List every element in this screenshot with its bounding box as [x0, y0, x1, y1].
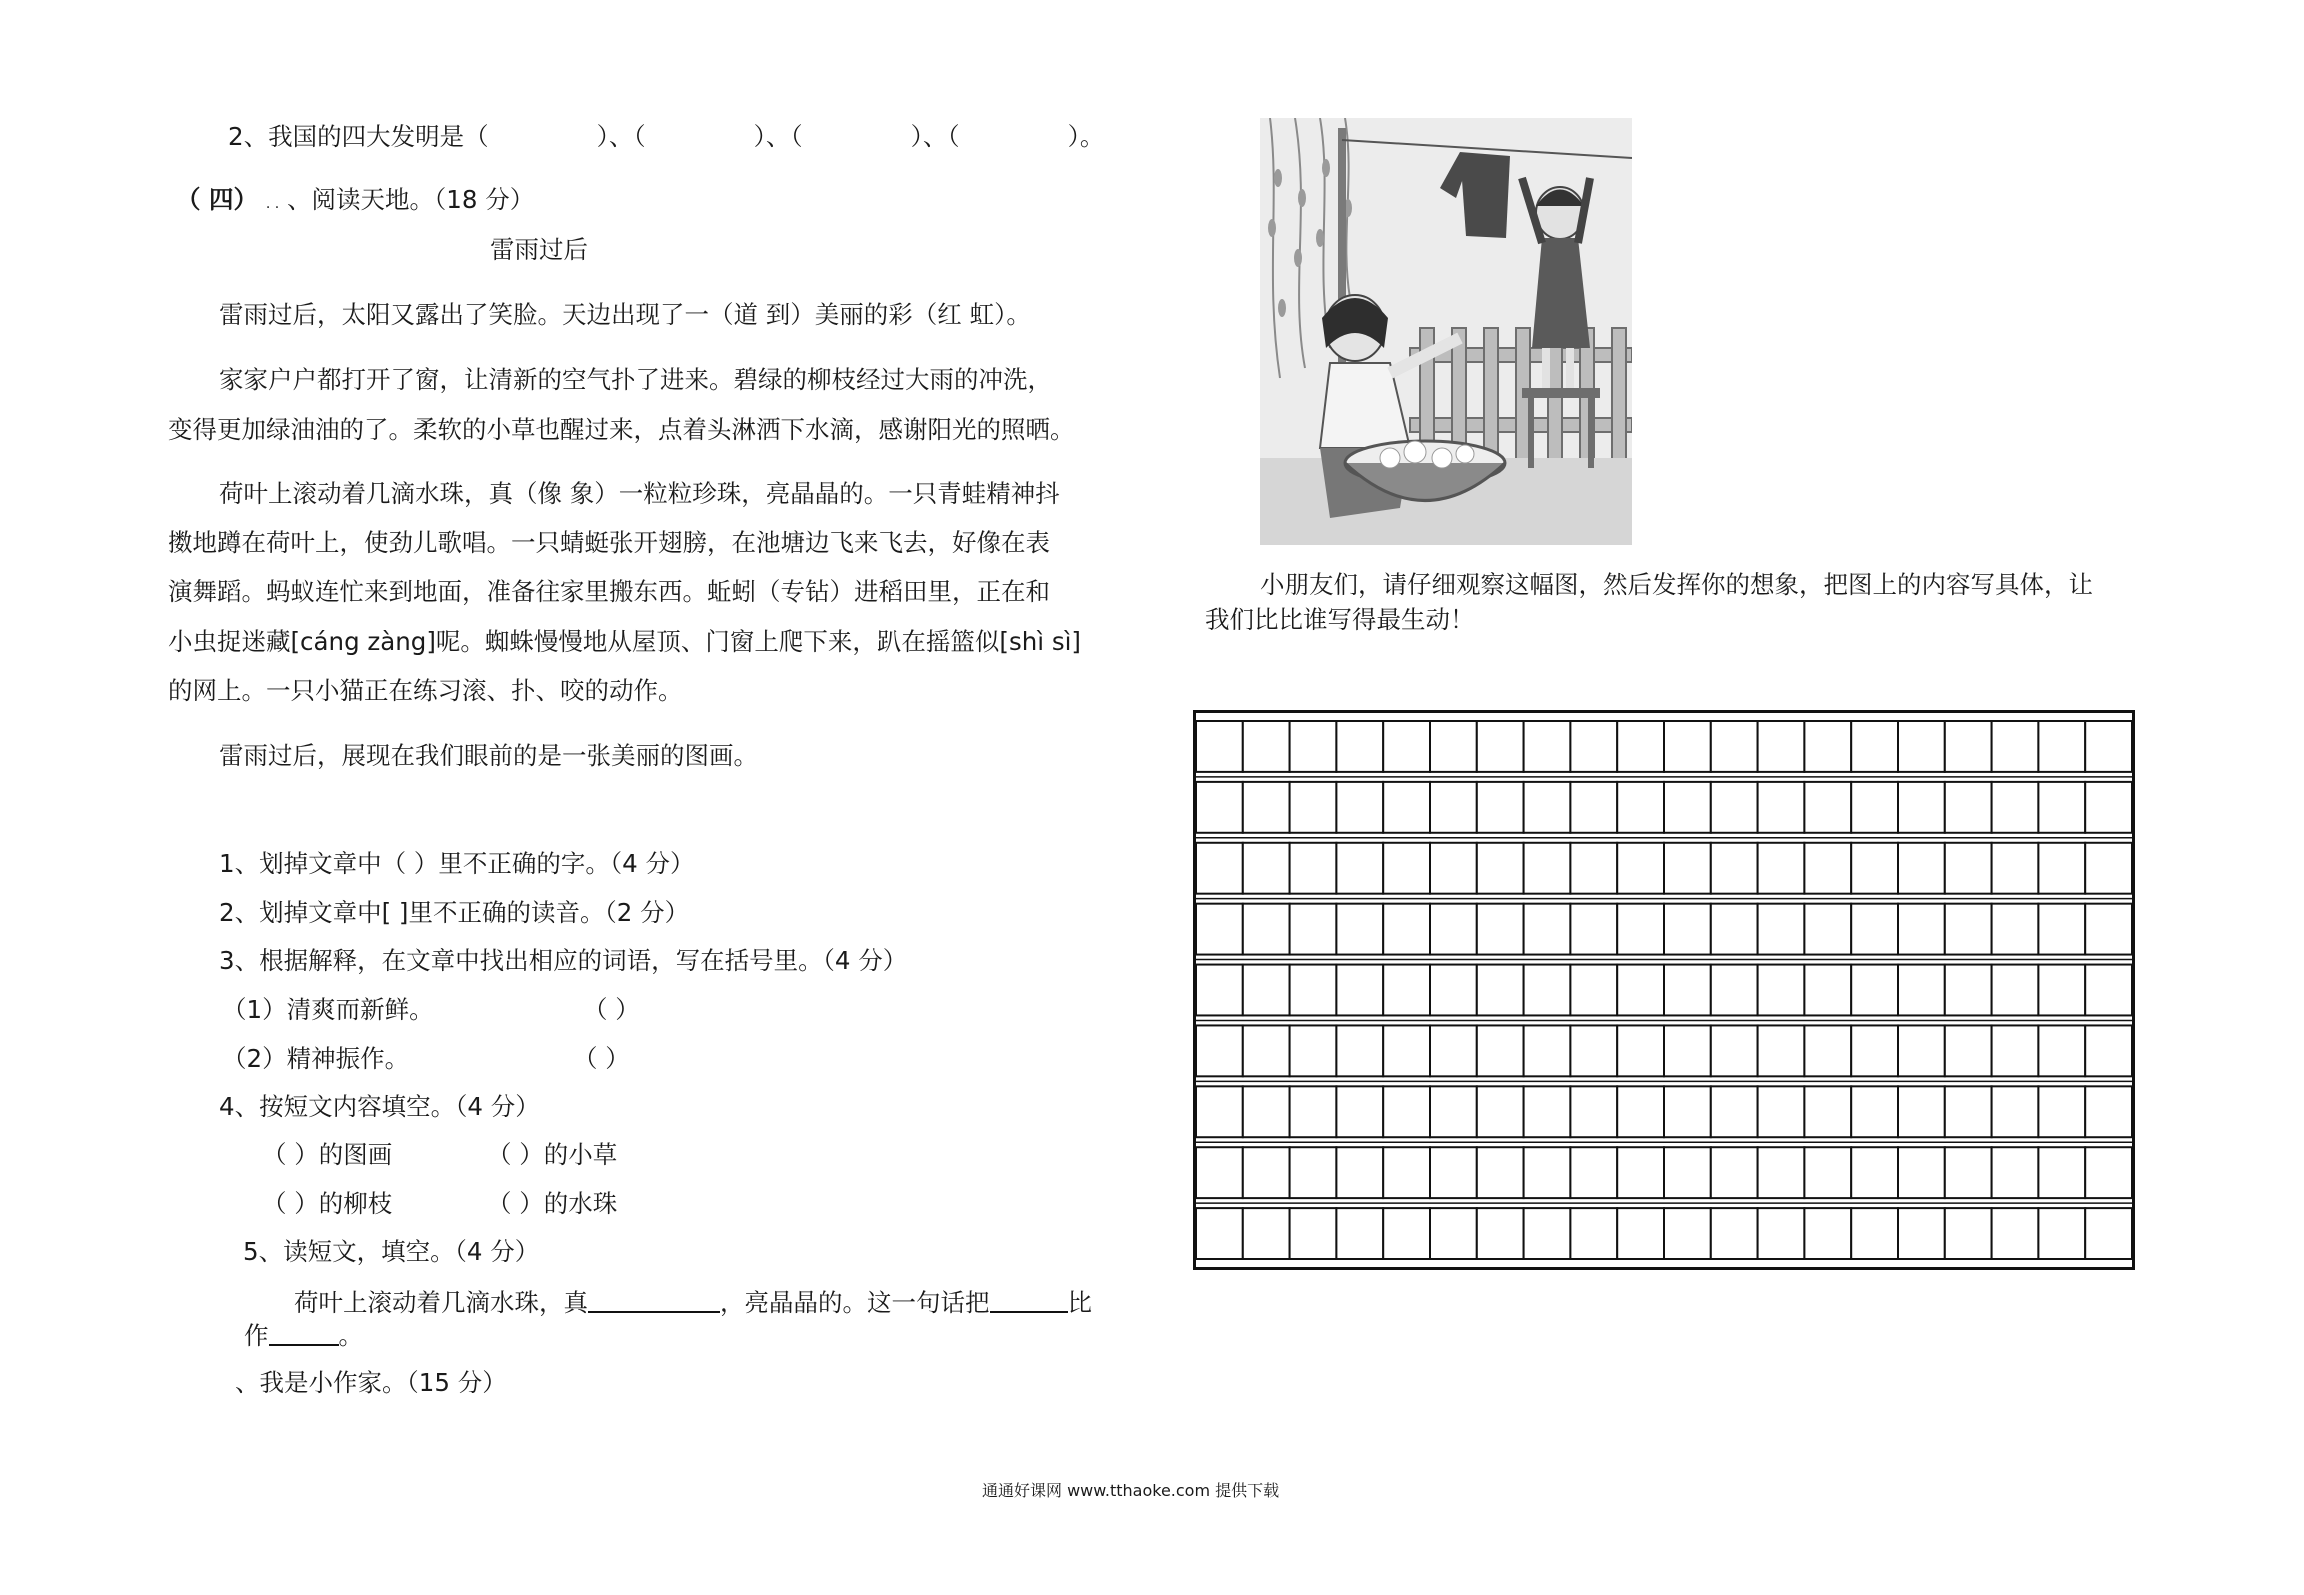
grid-cell[interactable]: [1336, 1208, 1383, 1259]
grid-cell[interactable]: [1992, 843, 2039, 894]
grid-cell[interactable]: [1758, 843, 1805, 894]
grid-cell[interactable]: [1243, 965, 1290, 1016]
grid-cell[interactable]: [2038, 1086, 2085, 1137]
grid-cell[interactable]: [1664, 965, 1711, 1016]
grid-cell[interactable]: [1243, 1147, 1290, 1198]
grid-cell[interactable]: [2085, 965, 2132, 1016]
grid-cell[interactable]: [1196, 1025, 1243, 1076]
grid-cell[interactable]: [1430, 721, 1477, 772]
grid-cell[interactable]: [1477, 843, 1524, 894]
composition-prompt-line-2: 我们比比谁写得最生动！: [1205, 605, 1475, 634]
grid-cell[interactable]: [1851, 904, 1898, 955]
grid-cell[interactable]: [1992, 1208, 2039, 1259]
grid-cell[interactable]: [1570, 904, 1617, 955]
grid-row[interactable]: [1196, 904, 2132, 955]
grid-row[interactable]: [1196, 1025, 2132, 1076]
grid-cell[interactable]: [1336, 904, 1383, 955]
grid-cell[interactable]: [2038, 1025, 2085, 1076]
grid-cell[interactable]: [1477, 1086, 1524, 1137]
grid-cell[interactable]: [1711, 721, 1758, 772]
grid-cell[interactable]: [1617, 782, 1664, 833]
grid-cell[interactable]: [1898, 1147, 1945, 1198]
paragraph-3-line-1: 荷叶上滚动着几滴水珠，真（像 象）一粒粒珍珠，亮晶晶的。一只青蛙精神抖: [219, 479, 1060, 508]
question-3: 3、根据解释，在文章中找出相应的词语，写在括号里。（4 分）: [219, 946, 908, 975]
grid-cell[interactable]: [1570, 843, 1617, 894]
grid-cell[interactable]: [1477, 1147, 1524, 1198]
grid-cell[interactable]: [1524, 904, 1571, 955]
grid-cell[interactable]: [1664, 721, 1711, 772]
grid-cell[interactable]: [2038, 1208, 2085, 1259]
grid-cell[interactable]: [1336, 965, 1383, 1016]
grid-cell[interactable]: [1617, 965, 1664, 1016]
grid-cell[interactable]: [1196, 1208, 1243, 1259]
grid-cell[interactable]: [1336, 782, 1383, 833]
section-heading: [176, 183, 534, 221]
grid-cell[interactable]: [2085, 904, 2132, 955]
grid-cell[interactable]: [1243, 1208, 1290, 1259]
grid-cell[interactable]: [1804, 843, 1851, 894]
question-5: 5、读短文，填空。（4 分）: [243, 1237, 540, 1266]
grid-cell[interactable]: [1243, 904, 1290, 955]
grid-cell[interactable]: [1570, 1208, 1617, 1259]
grid-cell[interactable]: [1336, 1086, 1383, 1137]
grid-cell[interactable]: [1383, 1208, 1430, 1259]
grid-cell[interactable]: [1992, 1147, 2039, 1198]
grid-cell[interactable]: [1290, 904, 1337, 955]
paragraph-2-line-1: 家家户户都打开了窗，让清新的空气扑了进来。碧绿的柳枝经过大雨的冲洗，: [219, 365, 1052, 394]
paragraph-4: 雷雨过后，展现在我们眼前的是一张美丽的图画。: [219, 741, 758, 770]
grid-cell[interactable]: [1898, 1025, 1945, 1076]
grid-cell[interactable]: [1570, 1086, 1617, 1137]
grid-cell[interactable]: [1430, 1025, 1477, 1076]
grid-cell[interactable]: [1383, 782, 1430, 833]
grid-row[interactable]: [1196, 1208, 2132, 1259]
grid-cell[interactable]: [1524, 965, 1571, 1016]
grid-cell[interactable]: [2038, 721, 2085, 772]
grid-row[interactable]: [1196, 782, 2132, 833]
grid-cell[interactable]: [1524, 843, 1571, 894]
paragraph-3-line-5: 的网上。一只小猫正在练习滚、扑、咬的动作。: [168, 676, 683, 705]
grid-cell[interactable]: [2038, 782, 2085, 833]
grid-cell[interactable]: [1477, 782, 1524, 833]
grid-cell[interactable]: [1617, 1025, 1664, 1076]
grid-cell[interactable]: [1758, 1208, 1805, 1259]
grid-cell[interactable]: [1851, 965, 1898, 1016]
question-4-blank-a[interactable]: （ ）的图画: [262, 1140, 393, 1169]
grid-cell[interactable]: [1290, 843, 1337, 894]
grid-cell[interactable]: [1758, 904, 1805, 955]
grid-cell[interactable]: [1945, 843, 1992, 894]
grid-cell[interactable]: [1243, 1025, 1290, 1076]
grid-cell[interactable]: [1992, 782, 2039, 833]
grid-cell[interactable]: [1711, 782, 1758, 833]
grid-cell[interactable]: [2085, 721, 2132, 772]
grid-row[interactable]: [1196, 1086, 2132, 1137]
grid-cell[interactable]: [1383, 1147, 1430, 1198]
grid-cell[interactable]: [1524, 1025, 1571, 1076]
grid-cell[interactable]: [1430, 1208, 1477, 1259]
grid-cell[interactable]: [1570, 1147, 1617, 1198]
section-dots: . .: [265, 196, 280, 212]
grid-cell[interactable]: [1758, 1025, 1805, 1076]
paragraph-3-line-4: 小虫捉迷藏[cáng zàng]呢。蜘蛛慢慢地从屋顶、门窗上爬下来，趴在摇篮似[shì sì]: [168, 627, 1081, 656]
grid-cell[interactable]: [1851, 721, 1898, 772]
grid-cell[interactable]: [2038, 904, 2085, 955]
grid-cell[interactable]: [1383, 721, 1430, 772]
grid-cell[interactable]: [1945, 965, 1992, 1016]
composition-prompt-line-1: 小朋友们，请仔细观察这幅图，然后发挥你的想象，把图上的内容写具体，让: [1260, 570, 2093, 599]
grid-cell[interactable]: [1524, 1208, 1571, 1259]
grid-cell[interactable]: [1804, 1025, 1851, 1076]
grid-cell[interactable]: [1664, 782, 1711, 833]
grid-cell[interactable]: [1758, 1147, 1805, 1198]
grid-cell[interactable]: [1851, 782, 1898, 833]
grid-cell[interactable]: [1477, 721, 1524, 772]
grid-cell[interactable]: [1290, 1208, 1337, 1259]
grid-cell[interactable]: [1711, 1025, 1758, 1076]
grid-cell[interactable]: [1898, 721, 1945, 772]
grid-cell[interactable]: [1383, 965, 1430, 1016]
grid-cell[interactable]: [1804, 904, 1851, 955]
grid-cell[interactable]: [1524, 1147, 1571, 1198]
grid-cell[interactable]: [1664, 1147, 1711, 1198]
grid-cell[interactable]: [1196, 965, 1243, 1016]
grid-cell[interactable]: [1243, 843, 1290, 894]
grid-row[interactable]: [1196, 965, 2132, 1016]
grid-cell[interactable]: [1290, 721, 1337, 772]
grid-cell[interactable]: [1711, 904, 1758, 955]
grid-cell[interactable]: [1336, 1147, 1383, 1198]
illustration-image: [1260, 118, 1632, 545]
grid-cell[interactable]: [1243, 782, 1290, 833]
section-title: 、阅读天地。（18 分）: [286, 185, 535, 214]
grid-cell[interactable]: [2085, 782, 2132, 833]
grid-cell[interactable]: [1617, 1086, 1664, 1137]
grid-cell[interactable]: [2085, 1086, 2132, 1137]
grid-cell[interactable]: [1196, 904, 1243, 955]
grid-cell[interactable]: [2085, 1208, 2132, 1259]
grid-cell[interactable]: [1711, 965, 1758, 1016]
grid-cell[interactable]: [1570, 721, 1617, 772]
grid-cell[interactable]: [1570, 1025, 1617, 1076]
grid-cell[interactable]: [1290, 1025, 1337, 1076]
grid-cell[interactable]: [1477, 1025, 1524, 1076]
grid-cell[interactable]: [1570, 965, 1617, 1016]
grid-cell[interactable]: [1617, 843, 1664, 894]
grid-cell[interactable]: [1664, 904, 1711, 955]
grid-cell[interactable]: [1383, 1086, 1430, 1137]
grid-cell[interactable]: [1383, 904, 1430, 955]
grid-cell[interactable]: [1898, 904, 1945, 955]
question-3-item-2-answer[interactable]: （ ）: [573, 1044, 630, 1073]
grid-cell[interactable]: [1664, 1025, 1711, 1076]
grid-cell[interactable]: [1992, 721, 2039, 772]
grid-cell[interactable]: [1945, 1208, 1992, 1259]
grid-cell[interactable]: [1243, 721, 1290, 772]
grid-cell[interactable]: [1804, 721, 1851, 772]
question-6-composition: 、我是小作家。（15 分）: [235, 1368, 507, 1397]
grid-cell[interactable]: [1664, 843, 1711, 894]
question-four-inventions: 2、我国的四大发明是（ ）、（ ）、（ ）、（ ）。: [228, 122, 1105, 151]
grid-cell[interactable]: [1945, 1147, 1992, 1198]
grid-cell[interactable]: [1758, 1086, 1805, 1137]
grid-cell[interactable]: [1945, 782, 1992, 833]
grid-cell[interactable]: [1477, 1208, 1524, 1259]
grid-cell[interactable]: [1383, 1025, 1430, 1076]
footer-source: 通通好课网 www.tthaoke.com 提供下载: [982, 1481, 1280, 1500]
grid-cell[interactable]: [2038, 965, 2085, 1016]
grid-cell[interactable]: [1898, 1208, 1945, 1259]
grid-cell[interactable]: [1851, 843, 1898, 894]
question-4-blank-d[interactable]: （ ）的水珠: [487, 1189, 618, 1218]
grid-cell[interactable]: [1617, 1208, 1664, 1259]
grid-cell[interactable]: [1196, 843, 1243, 894]
paragraph-3-line-3: 演舞蹈。蚂蚁连忙来到地面，准备往家里搬东西。蚯蚓（专钻）进稻田里，正在和: [168, 577, 1050, 606]
grid-cell[interactable]: [1804, 1208, 1851, 1259]
paragraph-1: 雷雨过后，太阳又露出了笑脸。天边出现了一（道 到）美丽的彩（红 虹）。: [219, 300, 1031, 329]
grid-cell[interactable]: [1243, 1086, 1290, 1137]
grid-cell[interactable]: [1290, 782, 1337, 833]
grid-cell[interactable]: [1430, 1147, 1477, 1198]
grid-cell[interactable]: [1758, 782, 1805, 833]
grid-cell[interactable]: [1898, 965, 1945, 1016]
question-3-item-1-answer[interactable]: （ ）: [583, 995, 640, 1024]
grid-cell[interactable]: [2085, 843, 2132, 894]
grid-cell[interactable]: [1477, 965, 1524, 1016]
grid-cell[interactable]: [1336, 1025, 1383, 1076]
grid-cell[interactable]: [1804, 1147, 1851, 1198]
grid-row[interactable]: [1196, 721, 2132, 772]
grid-cell[interactable]: [1664, 1086, 1711, 1137]
grid-cell[interactable]: [1290, 1147, 1337, 1198]
grid-cell[interactable]: [1430, 965, 1477, 1016]
grid-cell[interactable]: [1945, 721, 1992, 772]
grid-cell[interactable]: [1617, 904, 1664, 955]
grid-cell[interactable]: [1430, 1086, 1477, 1137]
grid-cell[interactable]: [2085, 1147, 2132, 1198]
grid-cell[interactable]: [1898, 843, 1945, 894]
grid-cell[interactable]: [1524, 782, 1571, 833]
question-4-blank-b[interactable]: （ ）的小草: [487, 1140, 618, 1169]
grid-cell[interactable]: [1711, 843, 1758, 894]
question-4-blank-c[interactable]: （ ）的柳枝: [262, 1189, 393, 1218]
question-2: 2、划掉文章中[ ]里不正确的读音。（2 分）: [219, 898, 690, 927]
question-5-sentence: 荷叶上滚动着几滴水珠，真 ，亮晶晶的。这一句话把 比: [294, 1285, 1092, 1320]
grid-cell[interactable]: [1524, 721, 1571, 772]
section-number: （ 四）: [176, 185, 259, 214]
grid-cell[interactable]: [1430, 843, 1477, 894]
grid-cell[interactable]: [1851, 1025, 1898, 1076]
grid-cell[interactable]: [1804, 782, 1851, 833]
grid-cell[interactable]: [1524, 1086, 1571, 1137]
grid-cell[interactable]: [1383, 843, 1430, 894]
fill-blank-3[interactable]: [269, 1318, 339, 1346]
question-5-sentence-cont: 作 。: [244, 1318, 363, 1353]
paragraph-3-line-2: 擞地蹲在荷叶上，使劲儿歌唱。一只蜻蜓张开翅膀，在池塘边飞来飞去，好像在表: [168, 528, 1050, 557]
grid-cell[interactable]: [1196, 1147, 1243, 1198]
fill-blank-2[interactable]: [990, 1285, 1068, 1313]
grid-cell[interactable]: [1617, 721, 1664, 772]
grid-cell[interactable]: [1196, 1086, 1243, 1137]
fill-blank-1[interactable]: [588, 1285, 720, 1313]
question-3-item-2: （2）精神振作。: [222, 1044, 410, 1073]
grid-cell[interactable]: [1711, 1086, 1758, 1137]
grid-cell[interactable]: [2085, 1025, 2132, 1076]
grid-cell[interactable]: [1992, 965, 2039, 1016]
grid-cell[interactable]: [1992, 904, 2039, 955]
grid-cell[interactable]: [1758, 721, 1805, 772]
grid-cell[interactable]: [1711, 1208, 1758, 1259]
grid-cell[interactable]: [2038, 1147, 2085, 1198]
grid-cell[interactable]: [1992, 1086, 2039, 1137]
grid-cell[interactable]: [1196, 782, 1243, 833]
question-3-item-1: （1）清爽而新鲜。: [222, 995, 434, 1024]
grid-cell[interactable]: [1477, 904, 1524, 955]
grid-cell[interactable]: [1617, 1147, 1664, 1198]
grid-cell[interactable]: [1290, 1086, 1337, 1137]
grid-cell[interactable]: [1430, 782, 1477, 833]
grid-cell[interactable]: [1992, 1025, 2039, 1076]
grid-cell[interactable]: [1851, 1147, 1898, 1198]
grid-cell[interactable]: [1570, 782, 1617, 833]
question-1: 1、划掉文章中（ ）里不正确的字。（4 分）: [219, 849, 695, 878]
question-4: 4、按短文内容填空。（4 分）: [219, 1092, 540, 1121]
grid-cell[interactable]: [1711, 1147, 1758, 1198]
grid-cell[interactable]: [2038, 843, 2085, 894]
grid-cell[interactable]: [1851, 1208, 1898, 1259]
grid-cell[interactable]: [1945, 1086, 1992, 1137]
grid-row[interactable]: [1196, 843, 2132, 894]
grid-cell[interactable]: [1898, 782, 1945, 833]
grid-cell[interactable]: [1196, 721, 1243, 772]
writing-grid[interactable]: [1193, 710, 2135, 1270]
grid-cell[interactable]: [1945, 904, 1992, 955]
grid-cell[interactable]: [1758, 965, 1805, 1016]
paragraph-2-line-2: 变得更加绿油油的了。柔软的小草也醒过来，点着头淋洒下水滴，感谢阳光的照晒。: [168, 415, 1075, 444]
story-title: 雷雨过后: [490, 235, 588, 264]
grid-cell[interactable]: [1336, 721, 1383, 772]
grid-cell[interactable]: [1430, 904, 1477, 955]
grid-cell[interactable]: [1664, 1208, 1711, 1259]
grid-cell[interactable]: [1898, 1086, 1945, 1137]
grid-row[interactable]: [1196, 1147, 2132, 1198]
grid-cell[interactable]: [1851, 1086, 1898, 1137]
grid-cell[interactable]: [1945, 1025, 1992, 1076]
grid-cell[interactable]: [1290, 965, 1337, 1016]
grid-cell[interactable]: [1336, 843, 1383, 894]
grid-cell[interactable]: [1804, 1086, 1851, 1137]
grid-cell[interactable]: [1804, 965, 1851, 1016]
